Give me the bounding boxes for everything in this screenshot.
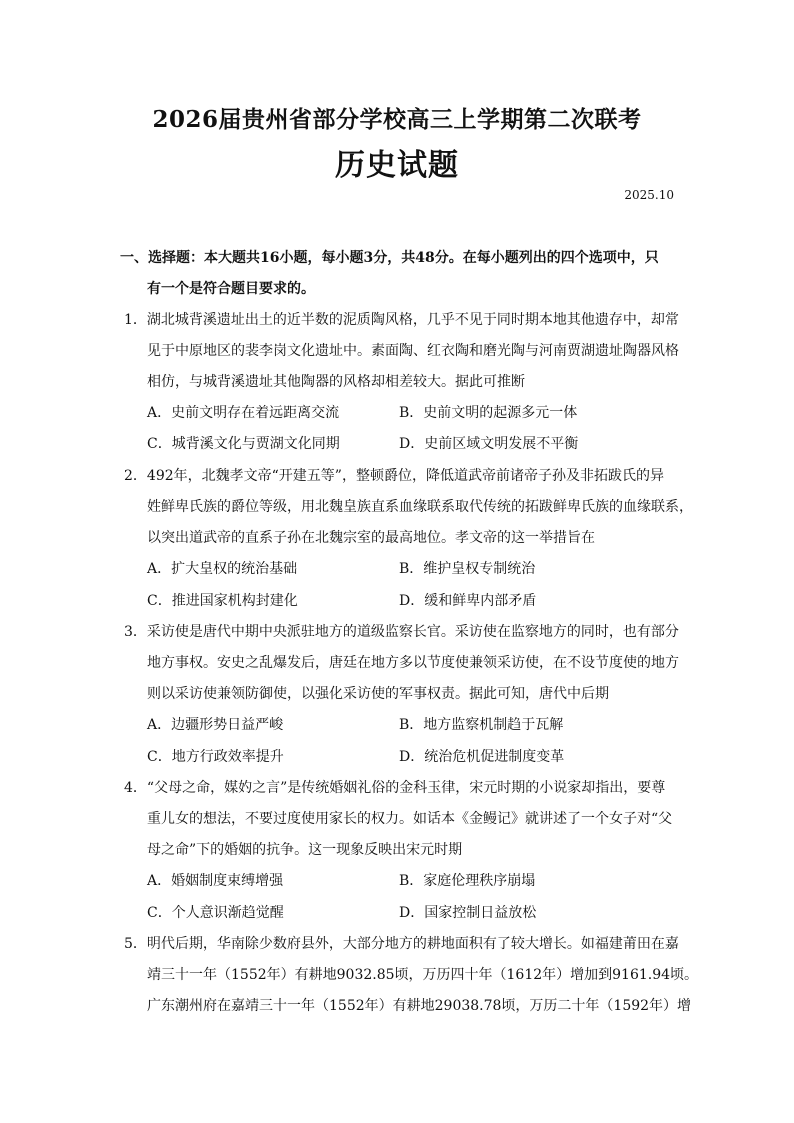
question-1-option-c: C．城背溪文化与贾湖文化同期 [147,436,340,452]
question-2-line-3: 以突出道武帝的直系子孙在北魏宗室的最高地位。孝文帝的这一举措旨在 [147,530,595,546]
question-3-option-d: D．统治危机促进制度变革 [399,749,565,765]
question-2-option-d: D．缓和鲜卑内部矛盾 [399,593,537,609]
question-1-option-b: B．史前文明的起源多元一体 [399,405,578,421]
question-1-option-a: A．史前文明存在着远距离交流 [147,405,340,421]
question-4-option-a: A．婚姻制度束缚增强 [147,873,284,889]
question-3-line-1: 3．采访使是唐代中期中央派驻地方的道级监察长官。采访使在监察地方的同时，也有部分 [124,624,679,640]
question-1-line-1: 1．湖北城背溪遗址出土的近半数的泥质陶风格，几乎不见于同时期本地其他遗存中，却常 [124,312,679,328]
question-4-option-b: B．家庭伦理秩序崩塌 [399,873,536,889]
question-2-option-b: B．维护皇权专制统治 [399,561,536,577]
question-3-option-c: C．地方行政效率提升 [147,749,284,765]
question-1-line-3: 相仿，与城背溪遗址其他陶器的风格却相差较大。据此可推断 [147,374,525,390]
question-4-option-c: C．个人意识渐趋觉醒 [147,905,284,921]
question-3-option-a: A．边疆形势日益严峻 [147,717,284,733]
question-3-line-2: 地方事权。安史之乱爆发后，唐廷在地方多以节度使兼领采访使，在不设节度使的地方 [147,655,679,671]
question-3-option-b: B．地方监察机制趋于瓦解 [399,717,564,733]
question-5-line-3: 广东潮州府在嘉靖三十一年（1552年）有耕地29038.78顷，万历二十年（1592年）增 [147,998,692,1014]
question-3-line-3: 则以采访使兼领防御使，以强化采访使的军事权责。据此可知，唐代中后期 [147,686,609,702]
question-2-option-c: C．推进国家机构封建化 [147,593,298,609]
question-1-line-2: 见于中原地区的裴李岗文化遗址中。素面陶、红衣陶和磨光陶与河南贾湖遗址陶器风格 [147,343,679,359]
question-2-line-2: 姓鲜卑氏族的爵位等级，用北魏皇族直系血缘联系取代传统的拓跋鲜卑氏族的血缘联系， [147,499,693,515]
section-heading-line-1: 一、选择题：本大题共16小题，每小题3分，共48分。在每小题列出的四个选项中，只 [120,250,659,266]
section-heading-line-2: 有一个是符合题目要求的。 [147,281,315,297]
exam-date: 2025.10 [624,188,674,202]
question-5-line-2: 靖三十一年（1552年）有耕地9032.85顷，万历四十年（1612年）增加到9161.94顷。 [147,967,699,983]
question-4-option-d: D．国家控制日益放松 [399,905,537,921]
question-2-line-1: 2．492年，北魏孝文帝“开建五等”，整顿爵位，降低道武帝前诸帝子孙及非拓跋氏的异 [124,468,664,484]
question-4-line-3: 母之命”下的婚姻的抗争。这一现象反映出宋元时期 [147,842,463,858]
question-5-line-1: 5．明代后期，华南除少数府县外，大部分地方的耕地面积有了较大增长。如福建莆田在嘉 [124,936,679,952]
question-4-line-2: 重儿女的想法，不要过度使用家长的权力。如话本《金鳗记》就讲述了一个女子对“父 [147,811,673,827]
subject-title: 历史试题 [335,148,459,183]
exam-title: 2026届贵州省部分学校高三上学期第二次联考 [152,106,642,133]
question-4-line-1: 4．“父母之命，媒妁之言”是传统婚姻礼俗的金科玉律，宋元时期的小说家却指出，要尊 [124,780,666,796]
question-2-option-a: A．扩大皇权的统治基础 [147,561,298,577]
question-1-option-d: D．史前区域文明发展不平衡 [399,436,579,452]
